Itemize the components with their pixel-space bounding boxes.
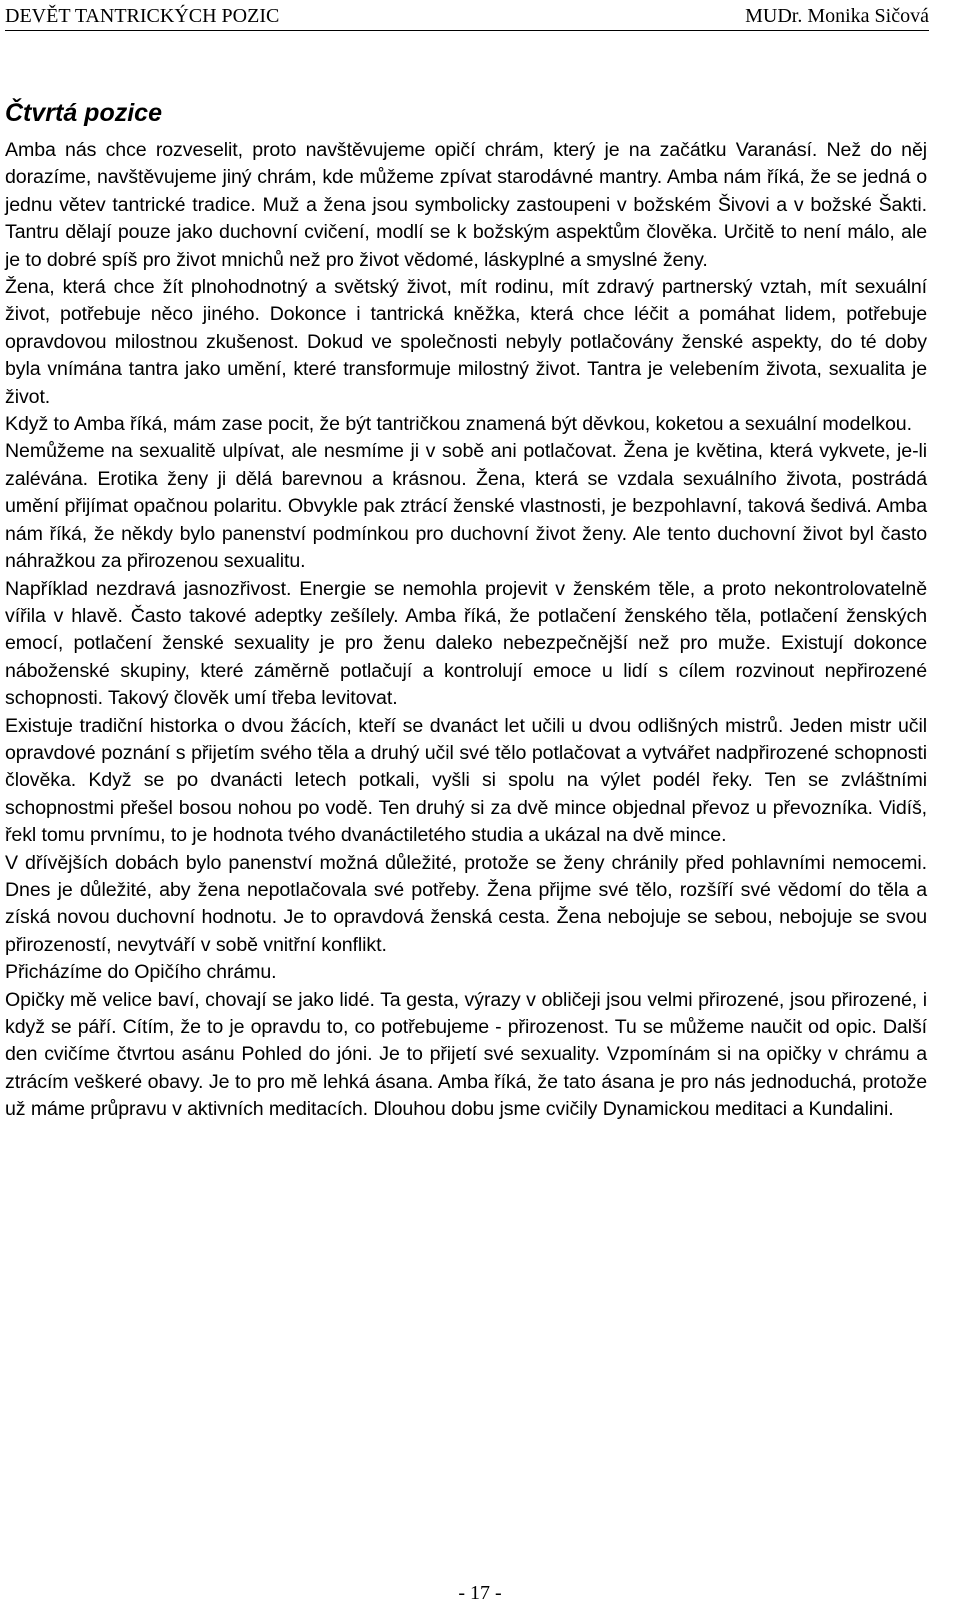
header-author: MUDr. Monika Sičová [745,5,929,27]
page-content [5,96,927,1124]
page-number: - 17 - [458,1582,502,1604]
paragraph: Amba nás chce rozveselit, proto navštěvujeme opičí chrám, který je na začátku Varanásí. Než do něj dorazíme, navštěvujeme jiný chrám, kde můžeme zpívat starodávné mantry. Amba nám říká, že se jedná o jednu větev tantrické tradice. Muž a žena jsou symbolicky zastoupeni v božském Šivovi a v božské Šakti. Tantru dělají pouze jako duchovní cvičení, modlí se k božským aspektům člověka. Určitě to není málo, ale je to dobré spíš pro život mnichů než pro život vědomé, láskyplné a smyslné ženy. [5,139,927,271]
paragraph: Žena, která chce žít plnohodnotný a světský život, mít rodinu, mít zdravý partnerský vztah, mít sexuální život, potřebuje něco jiného. Dokonce i tantrická kněžka, která chce léčit a pomáhat lidem, potřebuje opravdovou milostnou zkušenost. Dokud ve společnosti nebyly potlačovány ženské aspekty, do té doby byla vnímána tantra jako umění, které transformuje milostný život. Tantra je velebením života, sexualita je život. [5,276,927,408]
paragraph: Přicházíme do Opičího chrámu. [5,961,277,984]
paragraph: Opičky mě velice baví, chovají se jako lidé. Ta gesta, výrazy v obličeji jsou velmi přirozené, jsou přirozené, i když se páří. Cítím, že to je opravdu to, co potřebujeme - přirozenost. Tu se můžeme naučit od opic. Další den cvičíme čtvrtou asánu Pohled do jóni. Je to přijetí své sexuality. Vzpomínám si na opičky v chrámu a ztrácím veškeré obavy. Je to pro mě lehká ásana. Amba říká, že tato ásana je pro nás jednoduchá, protože už máme průpravu v aktivních meditacích. Dlouhou dobu jsme cvičily Dynamickou meditaci a Kundalini. [5,988,927,1121]
paragraph: Například nezdravá jasnozřivost. Energie se nemohla projevit v ženském těle, a proto nekontrolovatelně vířila v hlavě. Často takové adeptky zešílely. Amba říká, že potlačení ženského těla, potlačení ženských emocí, potlačení ženské sexuality je pro ženu daleko nebezpečnější než pro muže. Existují dokonce náboženské skupiny, které záměrně potlačují a kontrolují emoce u lidí s cílem rozvinout nepřirozené schopnosti. Takový člověk umí třeba levitovat. [5,577,927,710]
paragraph: V dřívějších dobách bylo panenství možná důležité, protože se ženy chránily před pohlavními nemocemi. Dnes je důležité, aby žena nepotlačovala své potřeby. Žena přijme své tělo, rozšíří své vědomí do těla a získá novou duchovní hodnotu. Je to opravdová ženská cesta. Žena nebojuje se sebou, nebojuje se svou přirozeností, nevytváří v sobě vnitřní konflikt. [5,851,927,956]
header-book-title: DEVĚT TANTRICKÝCH POZIC [5,5,280,27]
section-heading: Čtvrtá pozice [5,99,162,127]
paragraph: Existuje tradiční historka o dvou žácích, kteří se dvanáct let učili u dvou odlišných mistrů. Jeden mistr učil opravdové poznání s přijetím svého těla a druhý učil své tělo potlačovat a vytvářet nadpřirozené schopnosti člověka. Když se po dvanácti letech potkali, vyšli si spolu na výlet podél řeky. Ten se zvláštními schopnostmi přešel bosou nohou po vodě. Ten druhý si za dvě mince objednal převoz u převozníka. Vidíš, řekl tomu prvnímu, to je hodnota tvého dvanáctiletého studia a ukázal na dvě mince. [5,714,927,847]
paragraph: Když to Amba říká, mám zase pocit, že být tantričkou znamená být děvkou, koketou a sexuální modelkou. [5,413,912,436]
page-footer [0,1580,960,1606]
paragraph: Nemůžeme na sexualitě ulpívat, ale nesmíme ji v sobě ani potlačovat. Žena je květina, která vykvete, je-li zalévána. Erotika ženy ji dělá barevnou a krásnou. Žena, která se vzdala sexuálního života, postrádá umění přijímat opačnou polaritu. Obvykle pak ztrácí ženské vlastnosti, je bezpohlavní, taková šedivá. Amba nám říká, že někdy bylo panenství podmínkou pro duchovní život ženy. Ale tento duchovní život byl často náhražkou za přirozenou sexualitu. [5,440,927,573]
page-header [5,2,929,31]
